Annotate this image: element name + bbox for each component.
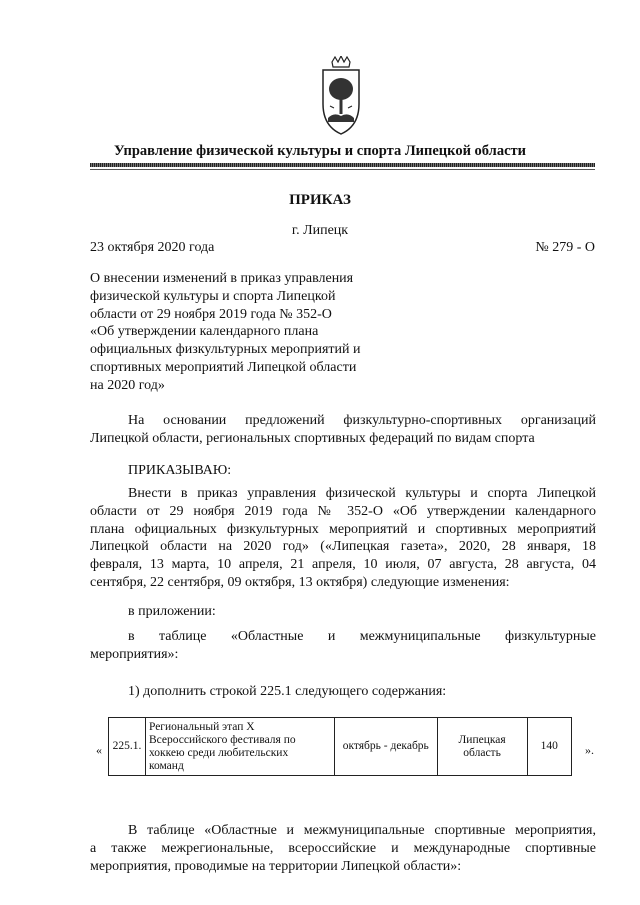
paragraph-line: а также межрегиональные, всероссийские и международные спортивные bbox=[90, 840, 596, 856]
add-row-instruction: 1) дополнить строкой 225.1 следующего содержания: bbox=[128, 684, 447, 699]
table-open-quote: « bbox=[96, 743, 102, 757]
document-type: ПРИКАЗ bbox=[289, 192, 351, 208]
order-subject bbox=[90, 270, 400, 395]
subject-line: «Об утверждении календарного плана bbox=[90, 324, 319, 340]
event-name-line: Всероссийского фестиваля по bbox=[148, 733, 296, 746]
table-reference-paragraph bbox=[90, 628, 596, 664]
row-number-cell: 225.1. bbox=[109, 718, 146, 776]
event-name-cell bbox=[145, 718, 334, 776]
location-line: область bbox=[463, 746, 501, 759]
paragraph-line: Внести в приказ управления физической культуры и спорта Липецкой bbox=[128, 486, 596, 501]
order-word: ПРИКАЗЫВАЮ: bbox=[128, 463, 232, 478]
location-line: Липецкая bbox=[458, 733, 506, 746]
paragraph-line: На основании предложений физкультурно-спортивных организаций bbox=[128, 413, 596, 428]
paragraph-line: мероприятия, проводимые на территории Липецкой области»: bbox=[90, 858, 462, 874]
event-name-line: Региональный этап X bbox=[148, 720, 255, 733]
participants-cell: 140 bbox=[527, 718, 571, 776]
subject-line: на 2020 год» bbox=[90, 377, 165, 393]
table-row bbox=[109, 718, 572, 776]
paragraph-line: области от 29 ноября 2019 года № 352-О «Об утверждении календарного bbox=[90, 503, 596, 519]
subject-line: О внесении изменений в приказ управления bbox=[90, 271, 354, 286]
paragraph-line: Липецкой области, региональных спортивных федераций по видам спорта bbox=[90, 430, 535, 446]
paragraph-line: мероприятия»: bbox=[90, 646, 179, 662]
table-close-quote: ». bbox=[585, 743, 594, 757]
period-cell: октябрь - декабрь bbox=[334, 718, 437, 776]
city: г. Липецк bbox=[291, 223, 349, 238]
order-number: № 279 - О bbox=[535, 240, 595, 255]
header-rule-thick bbox=[90, 163, 595, 167]
paragraph-line: плана официальных физкультурных мероприятий и спортивных мероприятий bbox=[90, 521, 596, 537]
order-date: 23 октября 2020 года bbox=[90, 240, 215, 255]
inserted-row-table bbox=[108, 717, 572, 776]
paragraph-line: в таблице «Областные и межмуниципальные физкультурные bbox=[128, 629, 596, 644]
paragraph-line: сентября, 22 сентября, 09 октября, 13 октября) следующие изменения: bbox=[90, 574, 510, 590]
coat-of-arms-emblem bbox=[318, 56, 364, 136]
appendix-line: в приложении: bbox=[128, 604, 216, 619]
department-title: Управление физической культуры и спорта Липецкой области bbox=[114, 143, 526, 159]
event-name-line: команд bbox=[148, 759, 184, 772]
sports-table-paragraph bbox=[90, 822, 596, 875]
paragraph-line: февраля, 13 марта, 10 апреля, 21 апреля, 10 июля, 07 августа, 28 августа, 04 bbox=[90, 557, 596, 573]
subject-line: спортивных мероприятий Липецкой области bbox=[90, 359, 357, 375]
event-name-line: хоккею среди любительских bbox=[148, 746, 289, 759]
paragraph-line: Липецкой области на 2020 год» («Липецкая газета», 2020, 28 января, 18 bbox=[90, 539, 596, 555]
basis-paragraph bbox=[90, 412, 596, 448]
paragraph-line: В таблице «Областные и межмуниципальные спортивные мероприятия, bbox=[128, 823, 596, 838]
amendment-paragraph bbox=[90, 485, 596, 592]
subject-line: области от 29 ноября 2019 года № 352-О bbox=[90, 306, 332, 322]
header-rule-thin bbox=[90, 169, 595, 170]
location-cell bbox=[437, 718, 527, 776]
subject-line: официальных физкультурных мероприятий и bbox=[90, 342, 361, 358]
subject-line: физической культуры и спорта Липецкой bbox=[90, 288, 336, 304]
